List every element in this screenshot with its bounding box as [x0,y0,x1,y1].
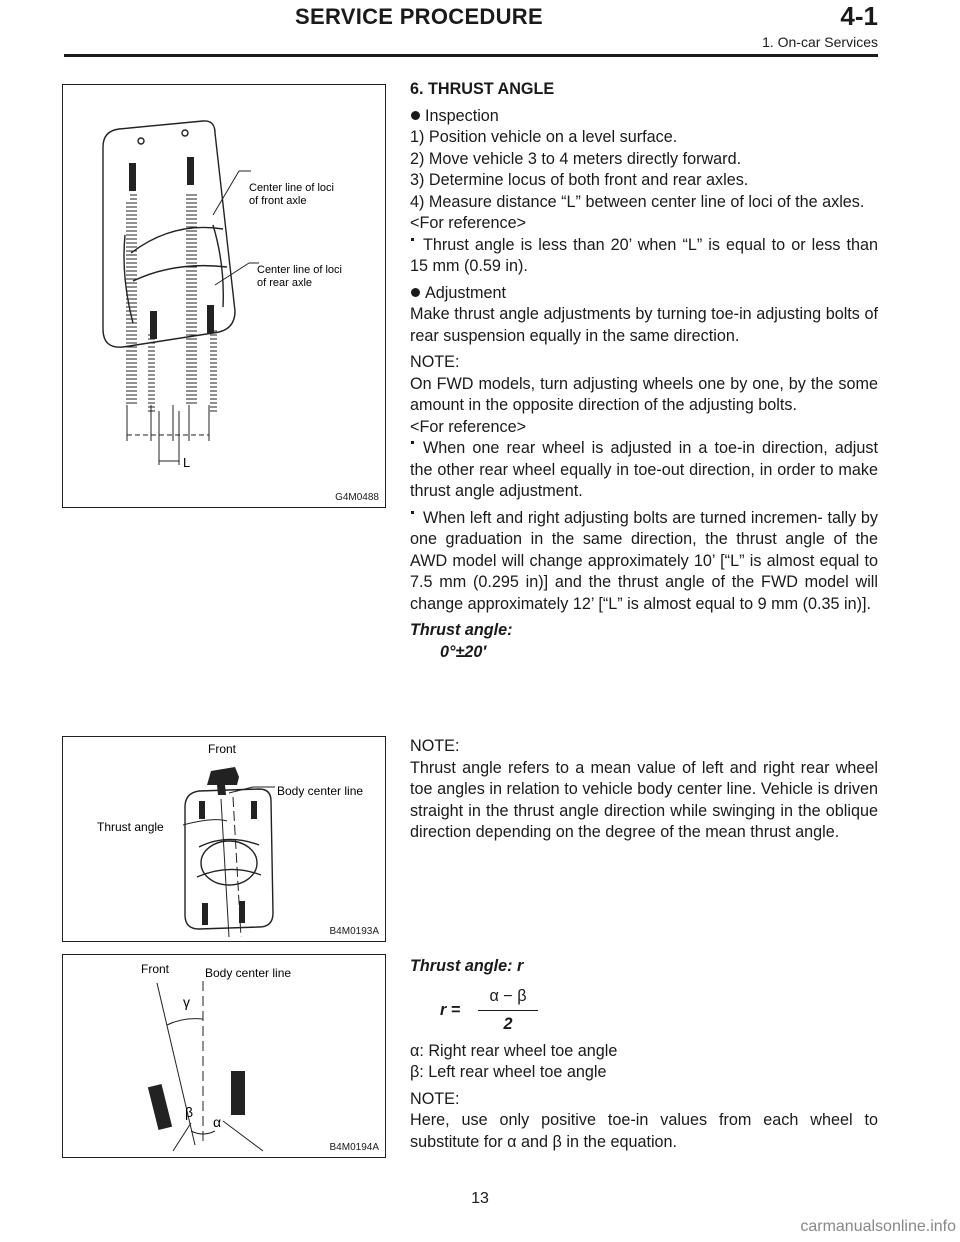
section-thrust-note [410,736,878,844]
step-3: 3) Determine locus of both front and rear axles. [410,171,749,189]
figure-code: G4M0488 [335,492,379,503]
note-text: On FWD models, turn adjusting wheels one by one, by the some amount in the opposite direction of the adjusting bolts. [410,374,878,414]
bullet-icon [411,288,420,297]
beta-definition: β: Left rear wheel toe angle [410,1063,607,1081]
section-subtitle: 1. On-car Services [762,34,878,50]
reference-item: When left and right adjusting bolts are turned incremen- tally by one graduation in the same direction, the thrust angle of the AWD model will change approximately 10’ [“L” is almost equal to 7.5 mm (0.295 in)] and the thrust angle of the FWD model will change approximately 12’ [“L” is almost equal to 9 mm (0.35 in)]. [410,508,878,613]
loci-diagram-illustration [63,85,385,507]
dot-bullet-icon [411,441,414,444]
alpha-symbol: α [213,1114,222,1130]
header-rule [64,54,878,57]
fig1-label-L: L [183,455,191,470]
step-1: 1) Position vehicle on a level surface. [410,128,678,146]
figure-code: B4M0193A [329,926,379,937]
note-label: NOTE: [410,353,460,371]
fig2-label-thrust: Thrust angle [97,820,164,834]
fraction-bar [478,1010,538,1011]
note-label: NOTE: [410,737,460,755]
fig1-label-front-2: of front axle [249,195,307,207]
figure-thrust-angle [62,736,386,942]
section-number: 4-1 [840,1,878,31]
page-number: 13 [471,1190,489,1207]
fig2-label-body: Body center line [277,784,364,798]
inspection-label: Inspection [425,106,499,125]
gamma-symbol: γ [183,994,190,1010]
dot-bullet-icon [411,238,414,241]
note-text: Here, use only positive toe-in values from each wheel to substitute for α and β in the equation. [410,1111,878,1151]
fig1-label-rear-1: Center line of loci [257,264,342,276]
alpha-definition: α: Right rear wheel toe angle [410,1041,618,1060]
header-title: SERVICE PROCEDURE [295,4,543,29]
formula-numerator: α − β [489,986,527,1005]
bullet-icon [411,111,420,120]
reference-item: When one rear wheel is adjusted in a toe-in direction, adjust the other rear wheel equally in toe-out direction, in order to make thrust angle adjustment. [410,439,878,500]
reference-label: <For reference> [410,214,527,232]
section-thrust-angle [410,79,878,663]
section-heading: 6. THRUST ANGLE [410,80,555,98]
figure-code: B4M0194A [329,1142,379,1153]
step-2: 2) Move vehicle 3 to 4 meters directly forward. [410,149,742,168]
reference-label: <For reference> [410,417,527,436]
fig3-label-body: Body center line [205,966,292,980]
note-label: NOTE: [410,1089,460,1108]
fig3-label-front: Front [141,962,170,976]
beta-symbol: β [185,1104,194,1120]
thrust-formula-illustration [63,955,385,1157]
adjustment-text: Make thrust angle adjustments by turning toe-in adjusting bolts of rear suspension equally in the same direction. [410,305,878,345]
thrust-formula [410,984,878,1036]
step-4: 4) Measure distance “L” between center line of loci of the axles. [410,192,865,211]
dot-bullet-icon [411,511,414,514]
figure-thrust-formula [62,954,386,1158]
figure-loci-diagram [62,84,386,508]
formula-heading: Thrust angle: r [410,957,524,975]
note-text: Thrust angle refers to a mean value of left and right rear wheel toe angles in relation to vehicle body center line. Vehicle is driven straight in the thrust angle direction while swinging in the oblique direction depending on the degree of the mean thrust angle. [410,758,878,841]
formula-lhs: r = [440,1000,461,1019]
spec-label: Thrust angle: [410,621,513,639]
section-thrust-formula [410,956,878,1153]
fig2-label-front: Front [208,742,237,756]
adjustment-label: Adjustment [425,283,506,302]
spec-value: 0°±20′ [440,642,487,661]
fig1-label-front-1: Center line of loci [249,182,334,194]
fig1-label-rear-2: of rear axle [257,277,313,289]
thrust-angle-illustration [63,737,385,941]
formula-denominator: 2 [503,1014,513,1033]
watermark: carmanualsonline.info [800,1218,956,1235]
reference-item: Thrust angle is less than 20’ when “L” is equal to or less than 15 mm (0.59 in). [410,235,878,275]
